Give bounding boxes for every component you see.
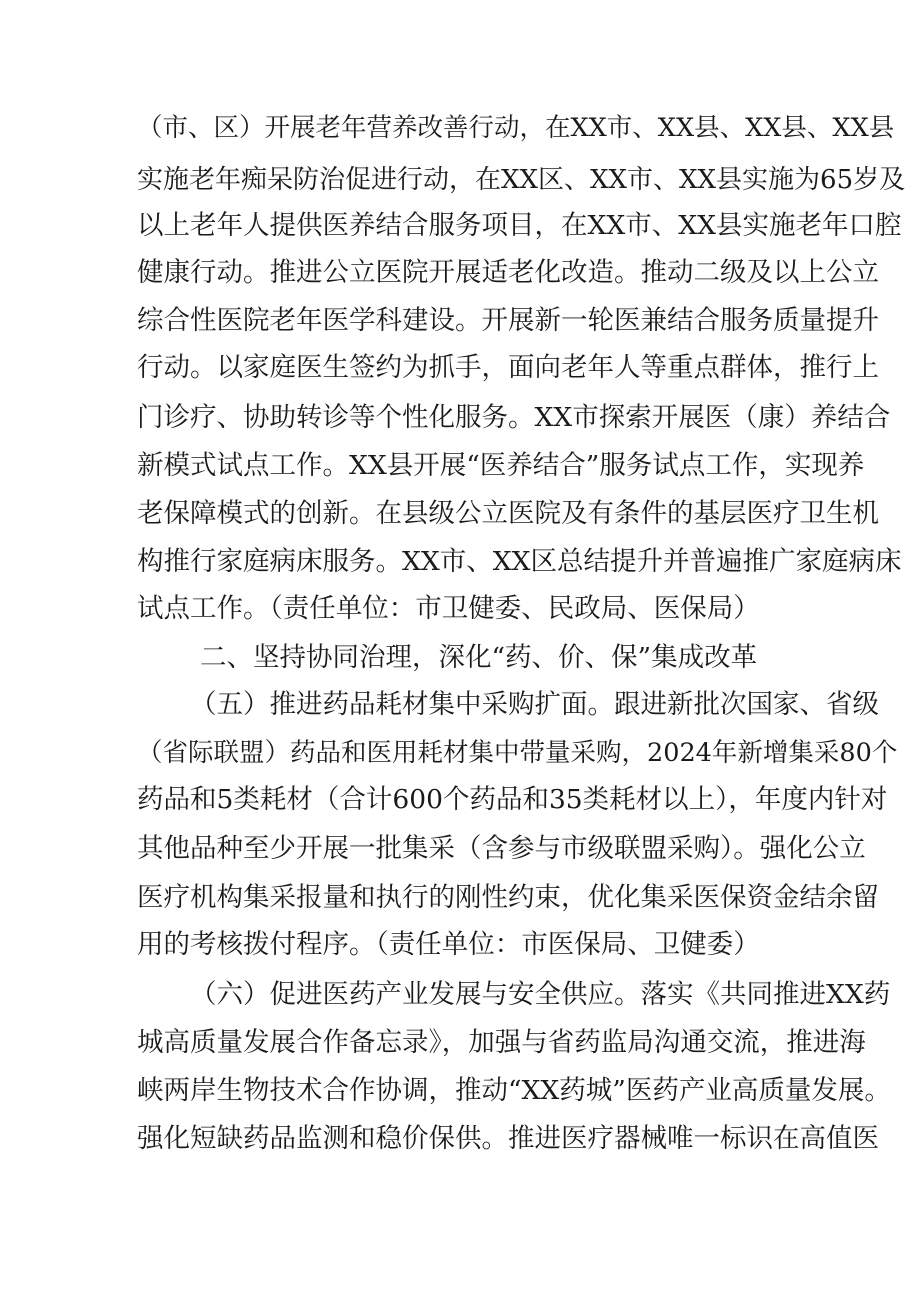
paragraph-line: 试点工作。（责任单位：市卫健委、民政局、医保局）: [137, 593, 760, 624]
paragraph-line: 构推行家庭病床服务。XX市、XX区总结提升并普遍推广家庭病床: [137, 546, 902, 577]
paragraph-line: 以上老年人提供医养结合服务项目，在XX市、XX县实施老年口腔: [137, 210, 902, 241]
paragraph-line: 行动。以家庭医生签约为抓手，面向老年人等重点群体，推行上: [137, 352, 879, 383]
paragraph-line: （省际联盟）药品和医用耗材集中带量采购，2024年新增集采80个: [137, 738, 898, 768]
paragraph-line: 城高质量发展合作备忘录》，加强与省药监局沟通交流，推进海: [137, 1027, 866, 1058]
section-heading: 二、坚持协同治理，深化“药、价、保”集成改革: [200, 642, 758, 673]
paragraph-line: 综合性医院老年医学科建设。开展新一轮医兼结合服务质量提升: [137, 305, 879, 336]
paragraph-line: 新模式试点工作。XX县开展“医养结合”服务试点工作，实现养: [137, 450, 865, 481]
paragraph-line: （六）促进医药产业发展与安全供应。落实《共同推进XX药: [190, 979, 891, 1010]
paragraph-line: 用的考核拨付程序。（责任单位：市医保局、卫健委）: [137, 929, 760, 960]
paragraph-line: （五）推进药品耗材集中采购扩面。跟进新批次国家、省级: [190, 689, 879, 720]
paragraph-line: 峡两岸生物技术合作协调，推动“XX药城”医药产业高质量发展。: [137, 1075, 891, 1106]
paragraph-line: （市、区）开展老年营养改善行动，在XX市、XX县、XX县、XX县: [137, 113, 895, 143]
paragraph-line: 老保障模式的创新。在县级公立医院及有条件的基层医疗卫生机: [137, 498, 879, 529]
paragraph-line: 实施老年痴呆防治促进行动，在XX区、XX市、XX县实施为65岁及: [137, 165, 906, 195]
paragraph-line: 门诊疗、协助转诊等个性化服务。XX市探索开展医（康）养结合: [137, 402, 891, 433]
paragraph-line: 其他品种至少开展一批集采（含参与市级联盟采购）。强化公立: [137, 833, 866, 864]
paragraph-line: 药品和5类耗材（合计600个药品和35类耗材以上），年度内针对: [137, 784, 888, 815]
paragraph-line: 强化短缺药品监测和稳价保供。推进医疗器械唯一标识在高值医: [137, 1123, 879, 1154]
paragraph-line: 健康行动。推进公立医院开展适老化改造。推动二级及以上公立: [137, 257, 879, 288]
paragraph-line: 医疗机构集采报量和执行的刚性约束，优化集采医保资金结余留: [137, 882, 879, 913]
